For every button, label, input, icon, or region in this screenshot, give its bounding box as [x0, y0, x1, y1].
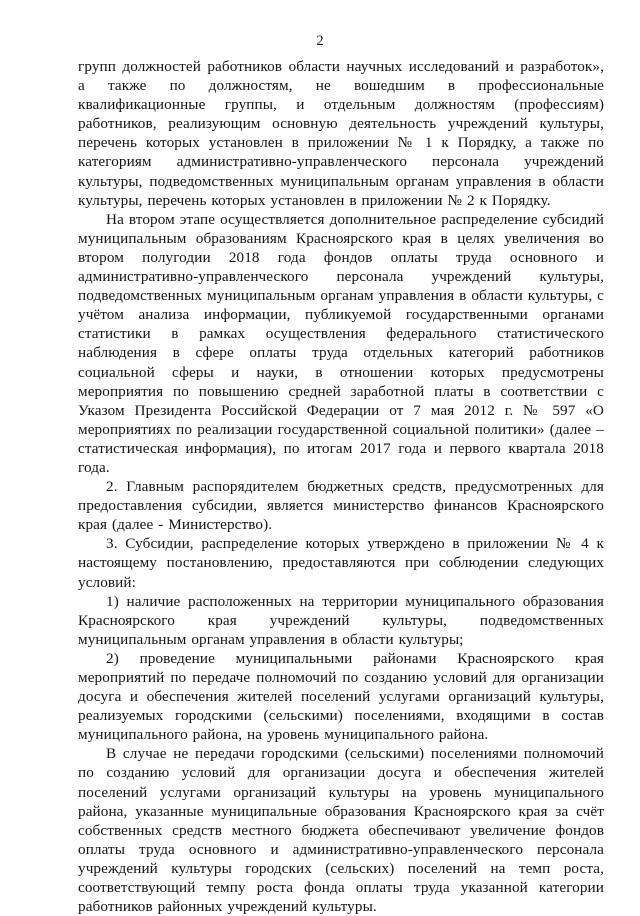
- paragraph-7: В случае не передачи городскими (сельскими) поселениями полномочий по созданию условий для организации досуга и обеспечения жителей поселений услугами организаций культуры на уровень муниципального района, указанные муниципальные образования Красноярского края за счёт собственных средств местного бюджета обеспечивают увеличение фондов оплаты труда основного и административно-управленческого персонала учреждений культуры городских (сельских) поселений на темп роста, соответствующий темпу роста фонда оплаты труда указанной категории работников районных учреждений культуры.: [78, 745, 604, 916]
- paragraph-5: 1) наличие расположенных на территории муниципального образования Красноярского края учреждений культуры, подведомственных муниципальным органам управления в области культуры;: [78, 592, 604, 648]
- paragraph-3: 2. Главным распорядителем бюджетных средств, предусмотренных для предоставления субсидии, является министерство финансов Красноярского края (далее - Министерство).: [78, 478, 604, 534]
- document-body: [78, 57, 604, 916]
- paragraph-2: На втором этапе осуществляется дополнительное распределение субсидий муниципальным образованиям Красноярского края в целях увеличения во втором полугодии 2018 года фондов оплаты труда основного и административно-управленческого персонала учреждений культуры, подведомственных муниципальным органам управления в области культуры, с учётом анализа информации, публикуемой государственными органами статистики в рамках осуществления федерального статистического наблюдения в сфере оплаты труда отдельных категорий работников социальной сферы и науки, в отношении которых предусмотрены мероприятия по повышению средней заработной платы в соответствии с Указом Президента Российской Федерации от 7 мая 2012 г. № 597 «О мероприятиях по реализации государственной социальной политики» (далее – статистическая информация), по итогам 2017 года и первого квартала 2018 года.: [78, 210, 604, 476]
- paragraph-6: 2) проведение муниципальными районами Красноярского края мероприятий по передаче полномочий по созданию условий для организации досуга и обеспечения жителей поселений услугами организаций культуры, реализуемых городскими (сельскими) поселениями, входящими в состав муниципального района, на уровень муниципального района.: [78, 649, 604, 744]
- paragraph-4: 3. Субсидии, распределение которых утверждено в приложении № 4 к настоящему постановлению, предоставляются при соблюдении следующих условий:: [78, 535, 604, 591]
- paragraph-1: групп должностей работников области научных исследований и разработок», а также по должностям, не вошедшим в профессиональные квалификационные группы, и отдельным должностям (профессиям) работников, реализующим основную деятельность учреждений культуры, перечень которых установлен в приложении № 1 к Порядку, а также по категориям административно-управленческого персонала учреждений культуры, подведомственных муниципальным органам управления в области культуры, перечень которых установлен в приложении № 2 к Порядку.: [78, 58, 604, 209]
- page-number: 2: [316, 33, 324, 49]
